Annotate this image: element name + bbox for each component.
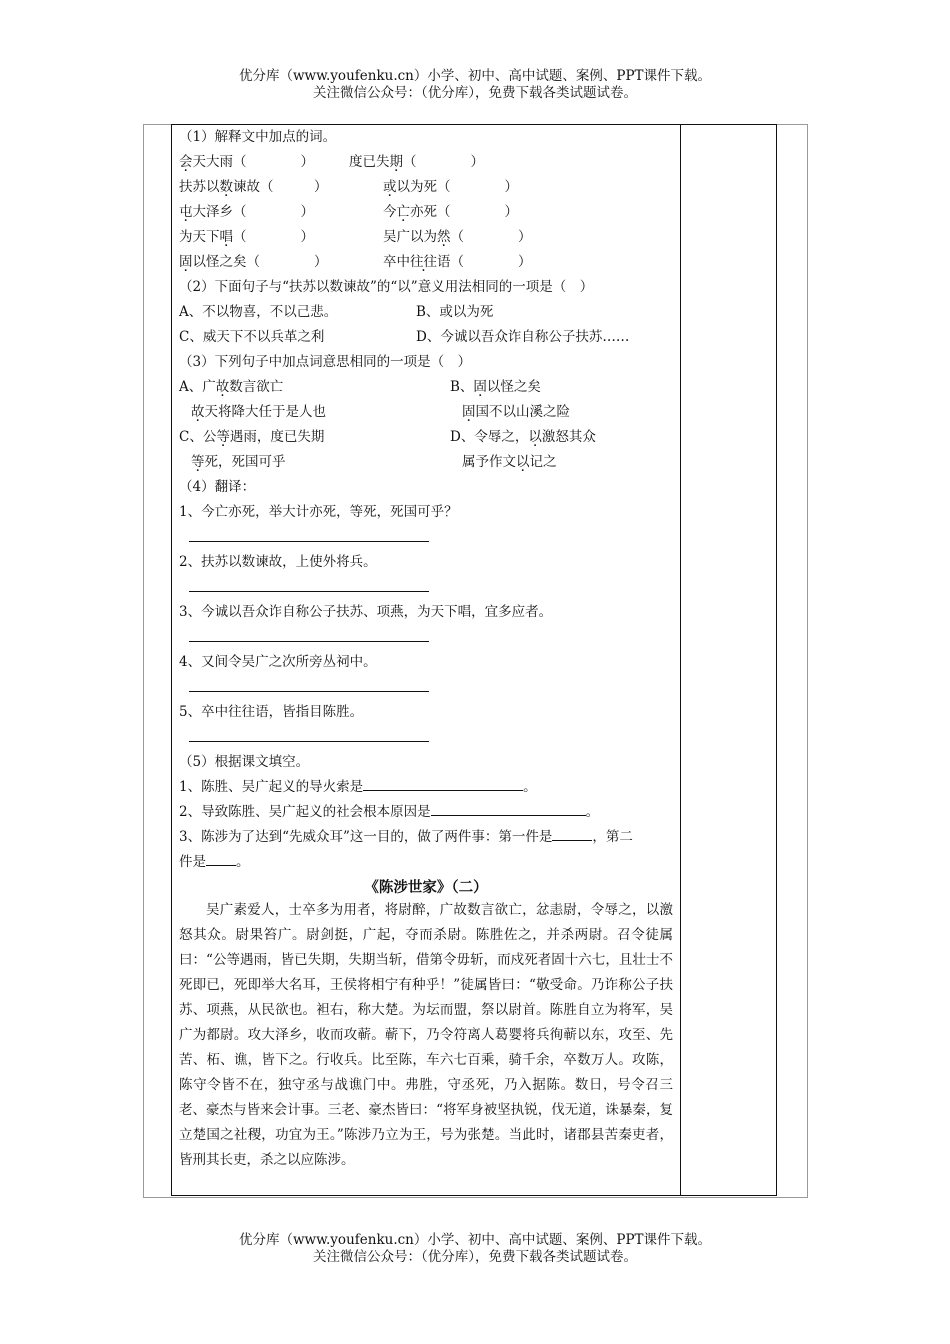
q1-item: 固以怪之矣（ ） bbox=[179, 254, 328, 270]
q2-option-c: C、威天下不以兵革之利 bbox=[179, 329, 325, 345]
q5-item-3 bbox=[179, 828, 633, 846]
q5-item-2-end: 。 bbox=[585, 804, 600, 820]
q1-item: 或以为死（ ） bbox=[383, 179, 518, 195]
q1-item: 屯大泽乡（ ） bbox=[179, 204, 314, 220]
answer-line[interactable] bbox=[189, 591, 429, 592]
q5-item-1-text: 1、陈胜、吴广起义的导火索是 bbox=[179, 779, 364, 795]
fill-blank[interactable] bbox=[206, 853, 236, 866]
q5-item-1-end: 。 bbox=[523, 779, 537, 795]
fill-blank[interactable] bbox=[431, 803, 586, 816]
q1-title: （1）解释文中加点的词。 bbox=[179, 129, 337, 145]
q1-item: 卒中往往语（ ） bbox=[383, 254, 532, 270]
page-header bbox=[0, 68, 950, 102]
q4-item-2: 2、扶苏以数谏故，上使外将兵。 bbox=[179, 554, 377, 570]
q3-option-c1: C、公等遇雨，度已失期 bbox=[179, 429, 325, 445]
q4-item-4: 4、又间令吴广之次所旁丛祠中。 bbox=[179, 654, 377, 670]
q5-item-1 bbox=[179, 778, 537, 796]
header-line-2: 关注微信公众号：（优分库），免费下载各类试题试卷。 bbox=[313, 85, 637, 101]
q5-item-3-end: 。 bbox=[236, 854, 250, 870]
fill-blank[interactable] bbox=[363, 778, 523, 791]
q3-title: （3）下列句子中加点词意思相同的一项是（ ） bbox=[179, 354, 472, 370]
footer-line-1: 优分库（www.youfenku.cn）小学、初中、高中试题、案例、PPT课件下载。 bbox=[238, 1232, 712, 1248]
q3-option-a2: 故天将降大任于是人也 bbox=[191, 404, 326, 420]
answer-line[interactable] bbox=[189, 541, 429, 542]
q5-title: （5）根据课文填空。 bbox=[179, 754, 310, 770]
q5-item-3-text-2: ，第二 bbox=[592, 829, 633, 845]
q1-item: 为天下唱（ ） bbox=[179, 229, 314, 245]
q2-option-d: D、今诚以吾众诈自称公子扶苏…… bbox=[416, 329, 630, 345]
q3-option-d1: D、令辱之，以激怒其众 bbox=[450, 429, 596, 445]
answer-line[interactable] bbox=[189, 741, 429, 742]
q3-option-b1: B、固以怪之矣 bbox=[450, 379, 541, 395]
q4-item-1: 1、今亡亦死，举大计亦死，等死，死国可乎？ bbox=[179, 504, 458, 520]
q2-title: （2）下面句子与“扶苏以数谏故”的“以”意义用法相同的一项是（ ） bbox=[179, 279, 594, 295]
header-line-1: 优分库（www.youfenku.cn）小学、初中、高中试题、案例、PPT课件下载。 bbox=[238, 68, 712, 84]
q5-item-3-cont bbox=[179, 853, 250, 871]
passage-text: 吴广素爱人，士卒多为用者，将尉醉，广故数言欲亡，忿恚尉，令辱之，以激怒其众。尉果笞广。尉剑挺，广起，夺而杀尉。陈胜佐之，并杀两尉。召令徒属曰：“公等遇雨，皆已失期，失期当斩，借第令毋斩，而戍死者固十六七，且壮士不死即已，死即举大名耳，王侯将相宁有种乎！”徒属皆曰：“敬受命。乃诈称公子扶苏、项燕，从民欲也。袒右，称大楚。为坛而盟，祭以尉首。陈胜自立为将军，吴广为都尉。攻大泽乡，收而攻蕲。蕲下，乃令符离人葛婴将兵徇蕲以东，攻至、先 苦、柘、谯，皆下之。行收兵。比至陈，车六七百乘，骑千余，卒数万人。攻陈，陈守令皆不在，独守丞与战谯门中。弗胜，守丞死，乃入据陈。数日，号令召三老、豪杰与皆来会计事。三老、豪杰皆曰：“将军身被坚执锐，伐无道，诛暴秦，复立楚国之社稷，功宜为王。”陈涉乃立为王，号为张楚。当此时，诸郡县苦秦吏者，皆刑其长吏，杀之以应陈涉。 bbox=[179, 902, 673, 1168]
q3-option-d2: 属予作文以记之 bbox=[462, 454, 557, 470]
q3-option-a1: A、广故数言欲亡 bbox=[179, 379, 284, 395]
q1-item: 会天大雨（ ） bbox=[179, 154, 314, 170]
q4-title: （4）翻译： bbox=[179, 479, 256, 495]
q5-item-3-text: 3、陈涉为了达到“先威众耳”这一目的，做了两件事：第一件是 bbox=[179, 829, 553, 845]
q1-item: 扶苏以数谏故（ ） bbox=[179, 179, 328, 195]
q3-option-b2: 固国不以山溪之险 bbox=[462, 404, 570, 420]
column-divider bbox=[680, 124, 681, 1196]
footer-line-2: 关注微信公众号：（优分库），免费下载各类试题试卷。 bbox=[313, 1249, 637, 1265]
q2-option-b: B、或以为死 bbox=[416, 304, 494, 320]
q5-item-3-text-3: 件是 bbox=[179, 854, 206, 870]
q1-item: 度已失期（ ） bbox=[349, 154, 484, 170]
answer-line[interactable] bbox=[189, 691, 429, 692]
q1-item: 吴广以为然（ ） bbox=[383, 229, 532, 245]
q4-item-3: 3、今诚以吾众诈自称公子扶苏、项燕，为天下唱，宜多应者。 bbox=[179, 604, 553, 620]
passage-title: 《陈涉世家》（二） bbox=[364, 879, 488, 896]
q2-option-a: A、不以物喜，不以己悲。 bbox=[179, 304, 338, 320]
q5-item-2 bbox=[179, 803, 599, 821]
q5-item-2-text: 2、导致陈胜、吴广起义的社会根本原因是 bbox=[179, 804, 431, 820]
answer-line[interactable] bbox=[189, 641, 429, 642]
q1-item: 今亡亦死（ ） bbox=[383, 204, 518, 220]
page-footer bbox=[0, 1232, 950, 1266]
q3-option-c2: 等死，死国可乎 bbox=[191, 454, 286, 470]
fill-blank[interactable] bbox=[552, 828, 592, 841]
q4-item-5: 5、卒中往往语，皆指目陈胜。 bbox=[179, 704, 364, 720]
